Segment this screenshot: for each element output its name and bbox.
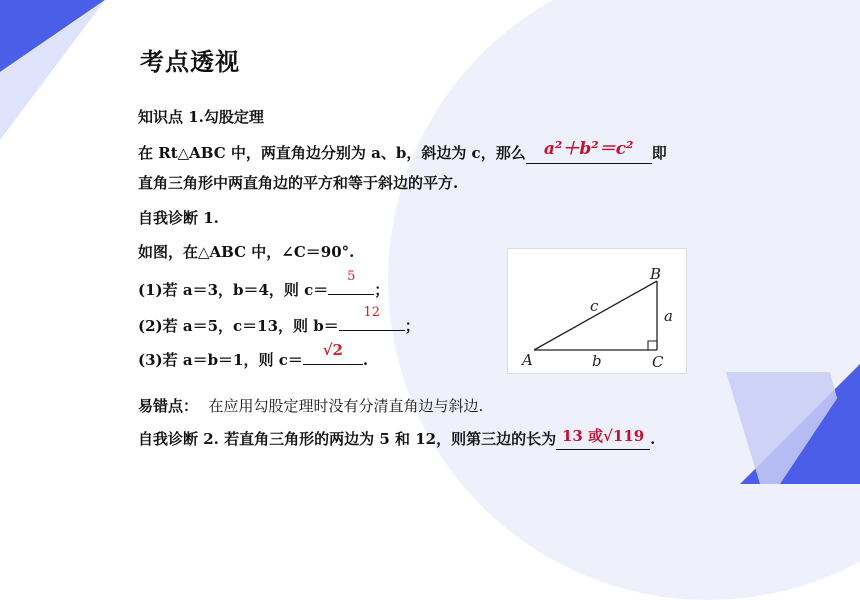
- kp1-heading: 知识点 1.勾股定理: [138, 108, 264, 126]
- corner-decoration-bottom-right: [720, 364, 860, 484]
- q3-text: (3)若 a＝b＝1，则 c＝: [138, 351, 303, 369]
- side-label-c: c: [590, 297, 599, 315]
- diag1-intro: 如图，在△ABC 中，∠C＝90°.: [138, 243, 355, 261]
- diag2-post: .: [650, 430, 656, 448]
- q2-answer-blank: [339, 305, 405, 331]
- q3-post: .: [362, 351, 369, 369]
- diag1-q2: [138, 305, 420, 336]
- corner-decoration-top-left: [0, 0, 160, 140]
- kp1-answer: a²＋b²＝c²: [543, 139, 634, 159]
- pitfall-line: [138, 395, 483, 416]
- vertex-label-C: C: [652, 353, 664, 371]
- q1-text: (1)若 a＝3，b＝4，则 c＝: [138, 281, 329, 299]
- pitfall-label: 易错点：: [138, 397, 199, 415]
- vertex-label-B: B: [650, 265, 662, 283]
- vertex-label-A: A: [522, 351, 533, 369]
- kp1-line1-post: 即: [651, 144, 667, 162]
- diag2-answer: 13 或√119: [561, 427, 645, 445]
- diag1-q1: [138, 269, 390, 300]
- q2-text: (2)若 a＝5，c＝13，则 b＝: [138, 317, 339, 335]
- diag2-text: 自我诊断 2. 若直角三角形的两边为 5 和 12，则第三边的长为: [138, 430, 557, 448]
- kp1-line1-pre: 在 Rt△ABC 中，两直角边分别为 a、b，斜边为 c，那么: [138, 144, 526, 162]
- diag2-line: [138, 428, 655, 450]
- page-title: 考点透视: [140, 48, 240, 76]
- diag1-q3: [138, 341, 369, 370]
- diag1-heading: 自我诊断 1.: [138, 209, 219, 227]
- q2-answer: 12: [363, 305, 380, 320]
- side-label-a: a: [664, 307, 673, 325]
- q3-answer-blank: [303, 341, 363, 365]
- q1-post: ；: [374, 281, 390, 299]
- q1-answer: 5: [347, 269, 356, 284]
- side-label-b: b: [592, 352, 602, 370]
- kp1-line2: 直角三角形中两直角边的平方和等于斜边的平方.: [138, 174, 459, 192]
- q2-post: ；: [404, 317, 420, 335]
- q3-answer: √2: [322, 341, 343, 359]
- diag2-answer-blank: [556, 428, 650, 450]
- kp1-line1: [138, 138, 667, 164]
- q1-answer-blank: [328, 269, 374, 295]
- right-triangle-figure: [507, 248, 687, 374]
- pitfall-text: 在应用勾股定理时没有分清直角边与斜边.: [208, 397, 484, 415]
- kp1-answer-blank: [526, 138, 652, 164]
